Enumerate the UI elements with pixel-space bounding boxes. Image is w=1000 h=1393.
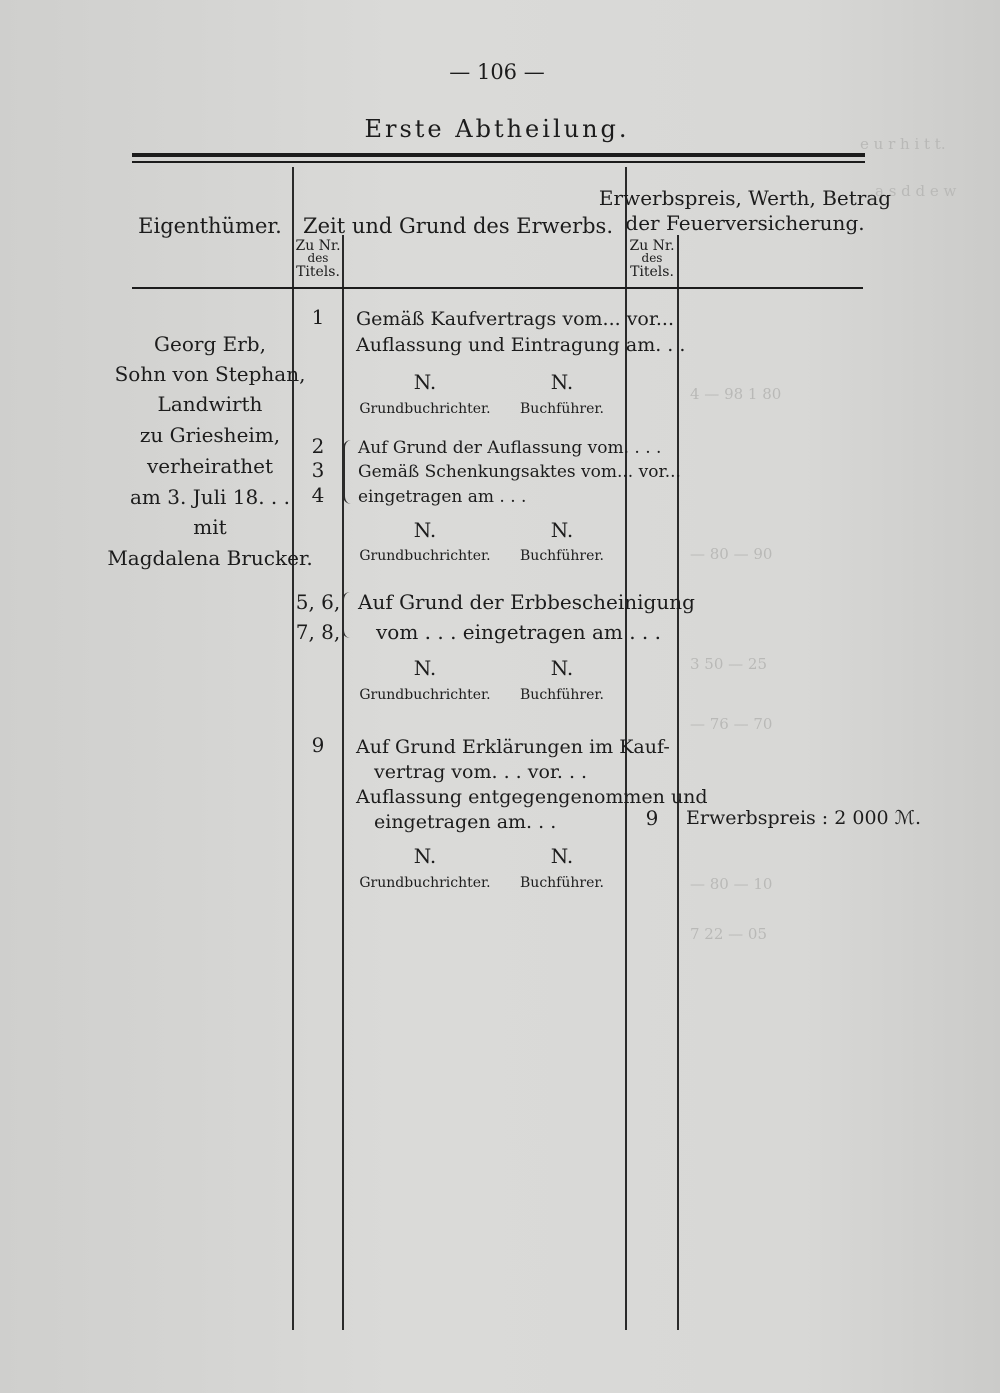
title-number: 7, 8, (295, 620, 341, 644)
entry-text: Gemäß Kaufvertrags vom... vor... (356, 308, 674, 330)
signature-initial: N. (550, 370, 574, 394)
owner-line: Georg Erb, (154, 332, 266, 356)
entry-text: Auflassung entgegengenommen und (356, 786, 708, 808)
signature-role: Buchführer. (520, 401, 604, 417)
section-title: Erste Abtheilung. (364, 115, 630, 143)
owner-line: Sohn von Stephan, (114, 362, 306, 386)
entry-text: Gemäß Schenkungsaktes vom... vor... (358, 462, 681, 482)
entry-text: vertrag vom. . . vor. . . (374, 761, 588, 783)
header-value-line1: Erwerbspreis, Werth, Betrag (598, 186, 892, 210)
signature-initial: N. (550, 656, 574, 680)
header-rule (132, 287, 863, 289)
bleed-through-text: 3 50 — 25 (690, 655, 768, 673)
signature-role: Buchführer. (520, 687, 604, 703)
owner-line: zu Griesheim, (139, 423, 281, 447)
title-number: 5, 6, (295, 590, 341, 614)
header-zu-nr: Zu Nr. (295, 238, 341, 254)
brace (342, 592, 352, 638)
header-titels-2: Titels. (630, 264, 674, 280)
owner-line: mit (193, 515, 227, 539)
owner-line: Landwirth (157, 392, 263, 416)
entry-text: Auf Grund Erklärungen im Kauf- (356, 736, 670, 758)
header-value-line2: der Feuerversicherung. (625, 211, 865, 235)
signature-role: Grundbuchrichter. (359, 875, 491, 891)
header-zu-nr-2: Zu Nr. (629, 238, 675, 254)
header-des: des (307, 251, 329, 265)
signature-role: Buchführer. (520, 875, 604, 891)
signature-role: Grundbuchrichter. (359, 687, 491, 703)
bleed-through-text: 7 22 — 05 (690, 925, 768, 943)
signature-initial: N. (550, 844, 574, 868)
signature-initial: N. (413, 656, 437, 680)
entry-text: Auf Grund der Auflassung vom. . . . (358, 438, 662, 458)
title-number: 4 (311, 483, 325, 507)
top-rule-thick (132, 153, 865, 157)
header-time-reason: Zeit und Grund des Erwerbs. (302, 214, 614, 238)
bleed-through-text: e u r h i t t. (860, 135, 946, 153)
bleed-through-text: — 76 — 70 (690, 715, 773, 733)
entry-text: Auf Grund der Erbbescheinigung (358, 590, 695, 614)
page-number: — 106 — (449, 60, 545, 84)
signature-role: Buchführer. (520, 548, 604, 564)
title-number: 9 (311, 733, 325, 757)
entry-text: vom . . . eingetragen am . . . (376, 620, 661, 644)
value-title-number: 9 (645, 806, 659, 830)
bleed-through-text: 4 — 98 1 80 (690, 385, 782, 403)
bleed-through-text: — 80 — 90 (690, 545, 773, 563)
bleed-through-text: a s d d e w (875, 182, 957, 200)
owner-line: verheirathet (146, 454, 274, 478)
column-divider-value-number (677, 235, 679, 1330)
entry-text: eingetragen am. . . (374, 811, 557, 833)
header-owner: Eigenthümer. (138, 214, 282, 238)
header-titels: Titels. (296, 264, 340, 280)
bleed-through-text: — 80 — 10 (690, 875, 773, 893)
title-number: 3 (311, 458, 325, 482)
title-number: 1 (311, 305, 325, 329)
signature-role: Grundbuchrichter. (359, 548, 491, 564)
column-divider-owner (292, 167, 294, 1330)
title-number: 2 (311, 434, 325, 458)
entry-text: Auflassung und Eintragung am. . . (356, 334, 686, 356)
signature-initial: N. (413, 844, 437, 868)
brace (343, 440, 353, 504)
signature-initial: N. (413, 370, 437, 394)
owner-line: am 3. Juli 18. . . (130, 485, 290, 509)
signature-role: Grundbuchrichter. (359, 401, 491, 417)
entry-text: eingetragen am . . . (358, 487, 527, 507)
header-des-2: des (641, 251, 663, 265)
purchase-price: Erwerbspreis : 2 000 ℳ. (686, 807, 922, 829)
signature-initial: N. (550, 518, 574, 542)
top-rule-thin (132, 161, 865, 163)
column-divider-number (342, 235, 344, 1330)
signature-initial: N. (413, 518, 437, 542)
owner-line: Magdalena Brucker. (107, 546, 313, 570)
